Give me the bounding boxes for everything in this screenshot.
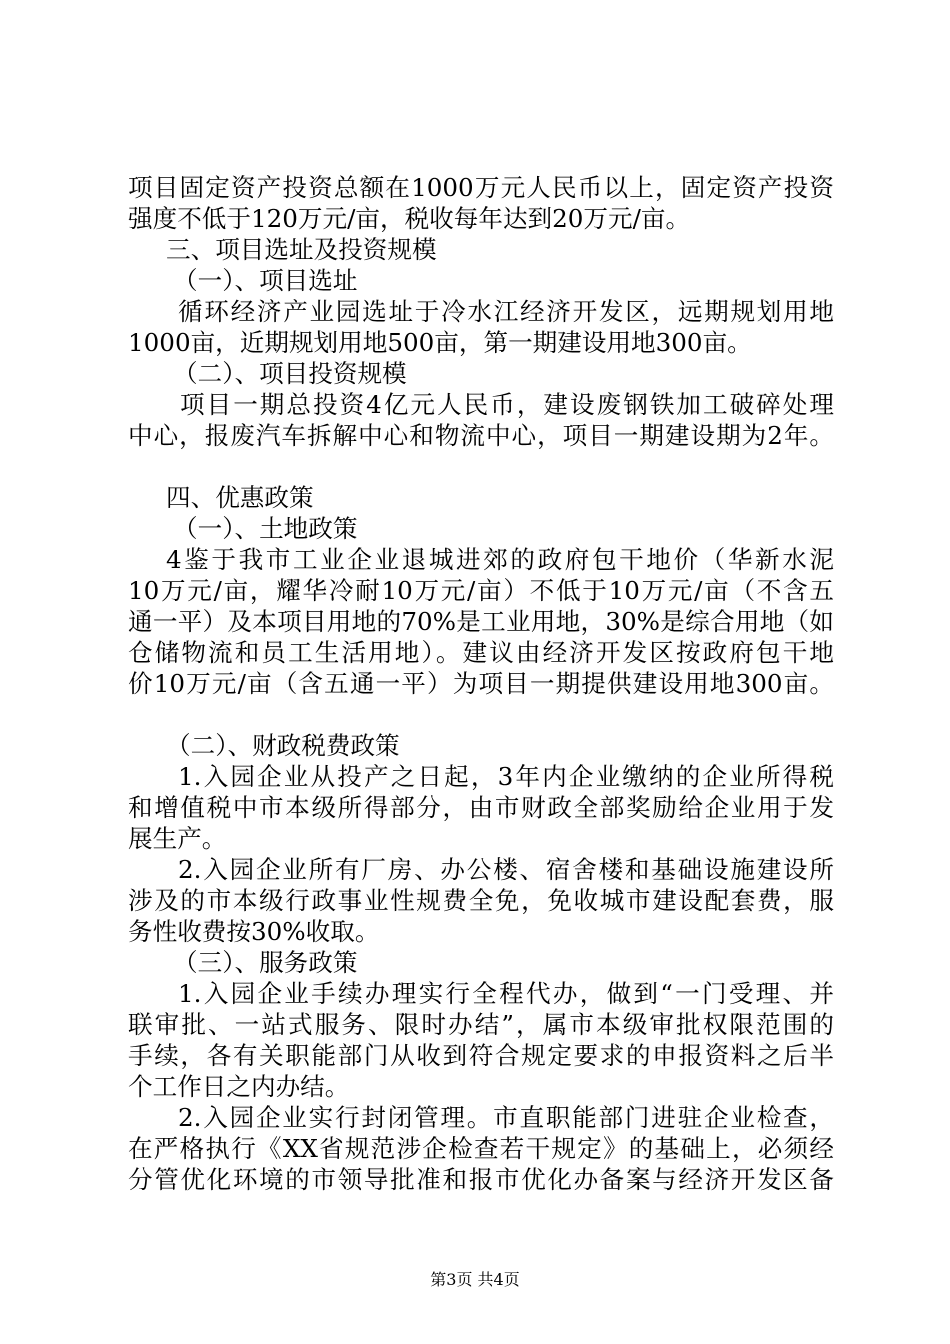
page-number-footer: 第3页 共4页 [430,1270,520,1289]
paragraph-line: 1000亩，近期规划用地500亩，第一期建设用地300亩。 [128,328,752,357]
paragraph-line: 通一平）及本项目用地的70%是工业用地，30%是综合用地（如 [128,607,834,636]
paragraph-line: 仓储物流和员工生活用地）。建议由经济开发区按政府包干地 [128,638,834,667]
paragraph-line: 展生产。 [128,824,227,853]
paragraph-line: 1.入园企业手续办理实行全程代办，做到“一门受理、并 [178,979,834,1008]
paragraph-line: 10万元/亩，耀华冷耐10万元/亩）不低于10万元/亩（不含五 [128,576,834,605]
blank-line [128,451,834,482]
paragraph-line: 涉及的市本级行政事业性规费全免，免收城市建设配套费，服 [128,886,834,915]
blank-line [128,699,834,730]
paragraph-line: 价10万元/亩（含五通一平）为项目一期提供建设用地300亩。 [128,669,834,698]
paragraph-line: 4鉴于我市工业企业退城进郊的政府包干地价（华新水泥 [166,545,834,574]
paragraph-line: 循环经济产业园选址于冷水江经济开发区，远期规划用地 [178,297,834,326]
subsection-heading: （一）、土地政策 [173,514,358,543]
subsection-heading: （三）、服务政策 [173,948,358,977]
paragraph-line: 强度不低于120万元/亩，税收每年达到20万元/亩。 [128,204,691,233]
paragraph-line: 个工作日之内办结。 [128,1072,350,1101]
section-heading: 三、项目选址及投资规模 [166,235,437,264]
paragraph-line: 中心，报废汽车拆解中心和物流中心，项目一期建设期为2年。 [128,421,834,450]
subsection-heading: （一）、项目选址 [173,266,358,295]
paragraph-line: 1.入园企业从投产之日起，3年内企业缴纳的企业所得税 [178,762,834,791]
paragraph-line: 务性收费按30%收取。 [128,917,380,946]
paragraph-line: 项目一期总投资4亿元人民币，建设废钢铁加工破碎处理 [180,390,834,419]
paragraph-line: 2.入园企业所有厂房、办公楼、宿舍楼和基础设施建设所 [178,855,834,884]
paragraph-line: 手续，各有关职能部门从收到符合规定要求的申报资料之后半 [128,1041,834,1070]
section-heading: 四、优惠政策 [166,483,314,512]
document-body [128,172,834,1195]
paragraph-line: 分管优化环境的市领导批准和报市优化办备案与经济开发区备 [128,1165,834,1194]
subsection-heading: （二）、财政税费政策 [166,731,400,760]
paragraph-line: 联审批、一站式服务、限时办结”，属市本级审批权限范围的 [128,1010,834,1039]
subsection-heading: （二）、项目投资规模 [173,359,407,388]
paragraph-line: 在严格执行《XX省规范涉企检查若干规定》的基础上，必须经 [128,1134,834,1163]
paragraph-line: 2.入园企业实行封闭管理。市直职能部门进驻企业检查， [178,1103,834,1132]
paragraph-line: 项目固定资产投资总额在1000万元人民币以上，固定资产投资 [128,173,834,202]
paragraph-line: 和增值税中市本级所得部分，由市财政全部奖励给企业用于发 [128,793,834,822]
